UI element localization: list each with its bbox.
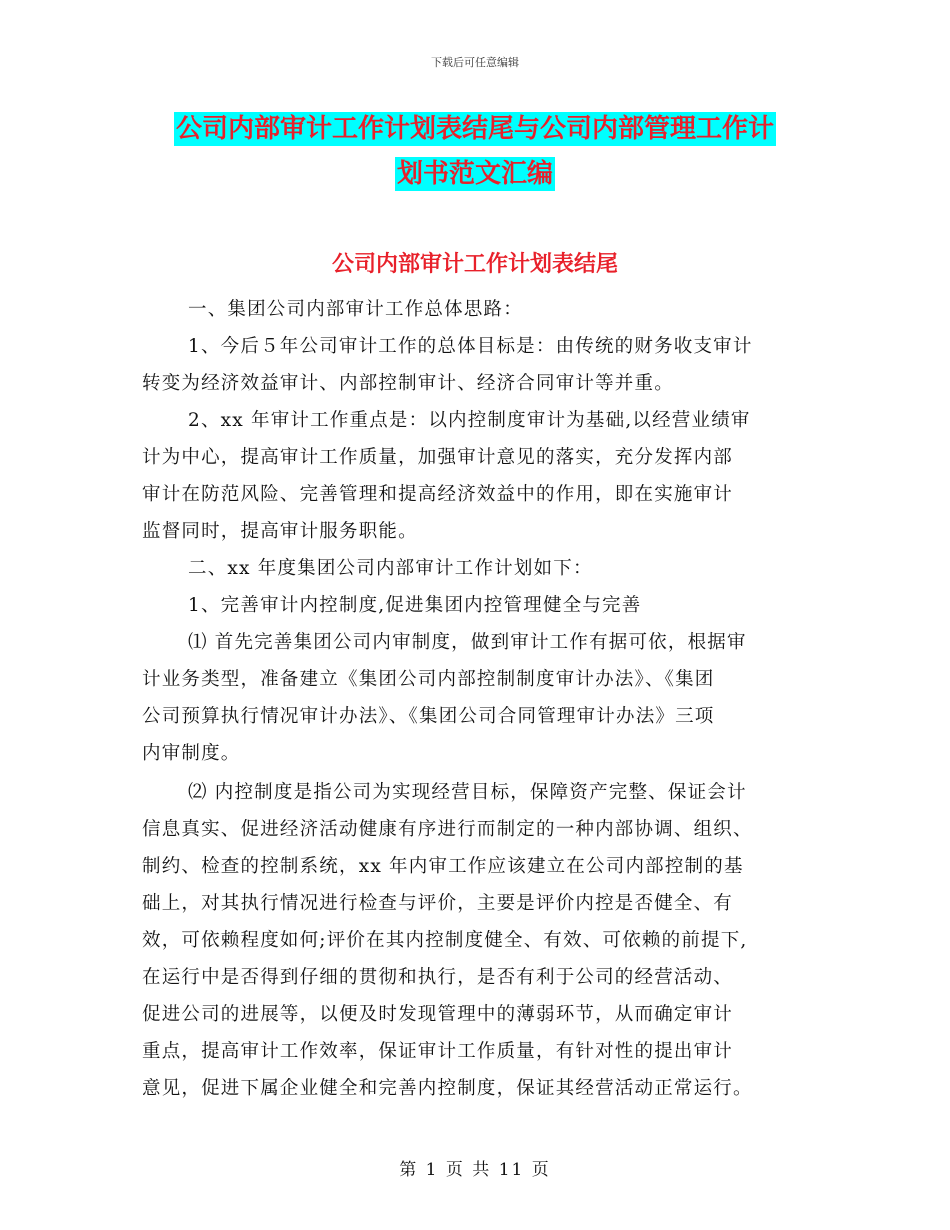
body-line: 在运行中是否得到仔细的贯彻和执行，是否有利于公司的经营活动、 [142, 967, 734, 988]
body-line: 制约、检查的控制系统，xx 年内审工作应该建立在公司内部控制的基 [142, 856, 744, 877]
body-line: 二、xx 年度集团公司内部审计工作计划如下： [188, 558, 593, 579]
body-line: 监督同时，提高审计服务职能。 [142, 521, 418, 542]
body-line: 1、今后５年公司审计工作的总体目标是：由传统的财务收支审计 [188, 336, 753, 357]
body-line: 重点，提高审计工作效率，保证审计工作质量，有针对性的提出审计 [142, 1041, 734, 1062]
page-header-note: 下载后可任意编辑 [431, 56, 519, 69]
body-line: 公司预算执行情况审计办法》、《集团公司合同管理审计办法》三项 [142, 706, 715, 727]
body-line: 内审制度。 [142, 743, 241, 764]
document-title-text-1: 公司内部审计工作计划表结尾与公司内部管理工作计 [175, 114, 774, 144]
body-line: 信息真实、促进经济活动健康有序进行而制定的一种内部协调、组织、 [142, 819, 753, 840]
document-title-text-2: 划书范文汇编 [396, 159, 553, 189]
section-heading: 公司内部审计工作计划表结尾 [331, 252, 618, 277]
body-line: 础上，对其执行情况进行检查与评价，主要是评价内控是否健全、有 [142, 893, 734, 914]
document-title-line-1 [0, 109, 950, 149]
body-line: 审计在防范风险、完善管理和提高经济效益中的作用，即在实施审计 [142, 484, 734, 505]
body-line: 促进公司的进展等，以便及时发现管理中的薄弱环节，从而确定审计 [142, 1004, 734, 1025]
body-line: ⑵ 内控制度是指公司为实现经营目标，保障资产完整、保证会计 [188, 782, 747, 803]
body-line: 计业务类型，准备建立《集团公司内部控制制度审计办法》、《集团 [142, 669, 715, 690]
body-line: 2、xx 年审计工作重点是：以内控制度审计为基础,以经营业绩审 [188, 410, 751, 431]
body-line: 转变为经济效益审计、内部控制审计、经济合同审计等并重。 [142, 373, 674, 394]
page-number-footer: 第 1 页 共 11 页 [399, 1160, 551, 1180]
body-line: ⑴ 首先完善集团公司内审制度，做到审计工作有据可依，根据审 [188, 632, 747, 653]
body-line: 意见，促进下属企业健全和完善内控制度，保证其经营活动正常运行。 [142, 1078, 753, 1099]
body-line: 效，可依赖程度如何;评价在其内控制度健全、有效、可依赖的前提下, [142, 930, 748, 951]
document-title-line-2 [0, 154, 950, 194]
body-line: 一、集团公司内部审计工作总体思路： [188, 299, 523, 320]
body-line: 1、完善审计内控制度,促进集团内控管理健全与完善 [188, 595, 642, 616]
body-line: 计为中心，提高审计工作质量，加强审计意见的落实，充分发挥内部 [142, 447, 734, 468]
